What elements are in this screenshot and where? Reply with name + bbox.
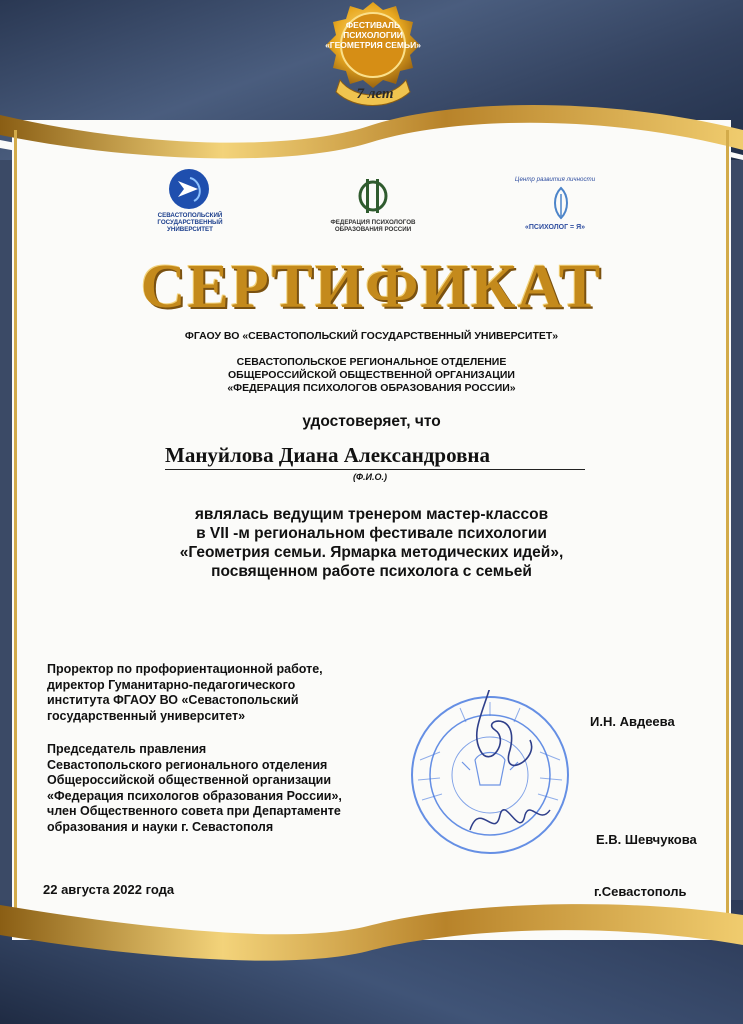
certifies-text: удостоверяет, что xyxy=(302,413,441,430)
festival-badge-text xyxy=(318,20,428,50)
psycholog-logo-caption: Центр развития личности xyxy=(514,176,596,183)
certificate-title: СЕРТИФИКАТ xyxy=(140,253,603,321)
signer1-title-line-3: института ФГАОУ ВО «Севастопольский xyxy=(47,693,299,707)
signer2-title-line-2: Севастопольского регионального отделения xyxy=(47,757,328,772)
sevsu-logo-text xyxy=(130,212,250,233)
badge-years: 7 лет xyxy=(356,86,394,102)
signer2-title-line-3: Общероссийской общественной организации xyxy=(47,773,332,787)
badge-line-3: «ГЕОМЕТРИЯ СЕМЬИ» xyxy=(325,40,421,50)
sevsu-line-2: ГОСУДАРСТВЕННЫЙ xyxy=(157,219,223,226)
badge-line-2: ПСИХОЛОГИИ xyxy=(343,30,403,40)
signer2-title-line-5: член Общественного совета при Департаменте xyxy=(47,804,341,818)
org-federation-line-1: СЕВАСТОПОЛЬСКОЕ РЕГИОНАЛЬНОЕ ОТДЕЛЕНИЕ xyxy=(236,356,507,368)
signer2-name: Е.В. Шевчукова xyxy=(596,832,697,847)
issue-city: г.Севастополь xyxy=(594,884,687,899)
federation-logo-icon xyxy=(350,176,396,216)
org-federation-line-2: ОБЩЕРОССИЙСКОЙ ОБЩЕСТВЕННОЙ ОРГАНИЗАЦИИ xyxy=(228,369,515,381)
psycholog-logo-text: «ПСИХОЛОГ = Я» xyxy=(525,224,585,231)
org-federation xyxy=(60,356,683,395)
body-line-2: в VII -м региональном фестивале психологии xyxy=(196,525,547,542)
signer2-title-line-4: «Федерация психологов образования России», xyxy=(47,788,342,803)
fio-label: (Ф.И.О.) xyxy=(353,472,387,482)
sevsu-logo-icon xyxy=(168,168,210,210)
signer1-title-line-1: Проректор по профориентационной работе, xyxy=(47,662,323,676)
sevsu-line-1: СЕВАСТОПОЛЬСКИЙ xyxy=(157,212,223,219)
official-seal-stamp xyxy=(400,690,580,860)
body-line-4: посвященном работе психолога с семьей xyxy=(211,563,532,580)
org-federation-line-3: «ФЕДЕРАЦИЯ ПСИХОЛОГОВ ОБРАЗОВАНИЯ РОССИИ» xyxy=(227,382,516,394)
sevsu-line-3: УНИВЕРСИТЕТ xyxy=(167,226,213,233)
federation-line-1: ФЕДЕРАЦИЯ ПСИХОЛОГОВ xyxy=(330,219,416,226)
recipient-name: Мануйлова Диана Александровна xyxy=(165,443,585,470)
signer1-name: И.Н. Авдеева xyxy=(590,714,675,729)
org-university: ФГАОУ ВО «СЕВАСТОПОЛЬСКИЙ ГОСУДАРСТВЕННЫЙ УНИВЕРСИТЕТ» xyxy=(184,330,559,342)
signer1-title xyxy=(47,662,407,724)
issue-date: 22 августа 2022 года xyxy=(43,882,175,897)
federation-line-2: ОБРАЗОВАНИЯ РОССИИ xyxy=(334,226,412,233)
certificate-body xyxy=(60,505,683,581)
psycholog-logo-icon xyxy=(548,186,574,220)
badge-line-1: ФЕСТИВАЛЬ xyxy=(345,20,401,30)
signer2-title xyxy=(47,742,407,835)
signer2-title-line-6: образования и науки г. Севастополя xyxy=(47,819,274,834)
body-line-3: «Геометрия семьи. Ярмарка методических идей», xyxy=(179,544,564,561)
signer1-title-line-2: директор Гуманитарно-педагогического xyxy=(47,677,296,692)
signer1-title-line-4: государственный университет» xyxy=(47,708,246,723)
body-line-1: являлась ведущим тренером мастер-классов xyxy=(194,506,549,523)
signer2-title-line-1: Председатель правления xyxy=(47,742,207,756)
federation-logo-text xyxy=(320,219,426,233)
